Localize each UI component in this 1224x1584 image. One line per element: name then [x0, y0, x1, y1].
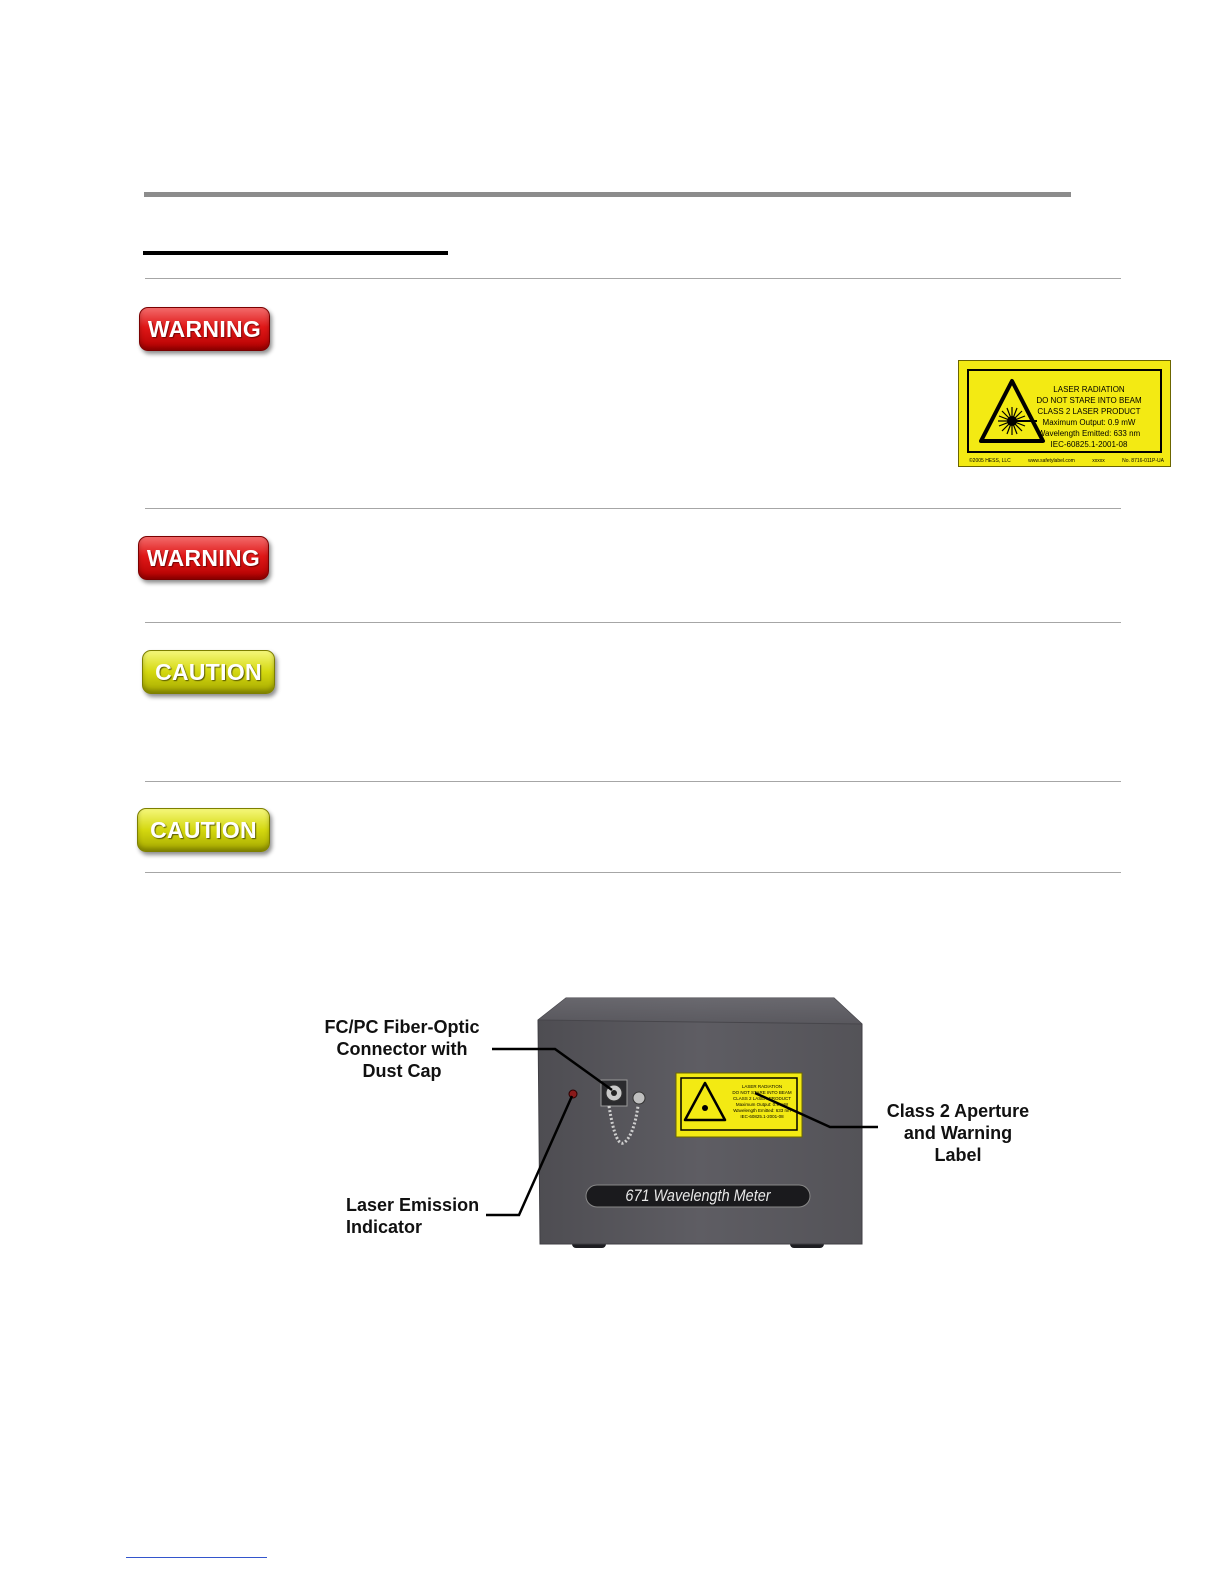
label-line: DO NOT STARE INTO BEAM: [732, 1090, 792, 1095]
label-line: LASER RADIATION: [1053, 385, 1125, 394]
separator-rule: [145, 872, 1121, 873]
device-figure: [300, 990, 1080, 1260]
callout-aperture: [878, 1100, 1038, 1166]
warning-badge: WARNING: [139, 307, 270, 351]
label-footer-text: www.safetylabel.com: [1028, 458, 1075, 464]
warning-badge: WARNING: [138, 536, 269, 580]
caution-badge: CAUTION: [142, 650, 275, 694]
label-footer-text: No. 8716-011P-UA: [1122, 458, 1164, 464]
callout-line: FC/PC Fiber-Optic: [324, 1017, 480, 1037]
label-line: Maximum Output: 0.9 mW: [1042, 418, 1136, 427]
label-line: CLASS 2 LASER PRODUCT: [732, 1096, 792, 1101]
label-line: CLASS 2 LASER PRODUCT: [1037, 407, 1141, 416]
separator-rule: [145, 508, 1121, 509]
label-line: Wavelength Emitted: 633 nm: [733, 1108, 791, 1113]
caution-badge: CAUTION: [137, 808, 270, 852]
device-nameplate: 671 Wavelength Meter: [625, 1186, 771, 1205]
callout-connector: [316, 1016, 488, 1082]
callout-line: and Warning Label: [903, 1123, 1013, 1165]
callout-line: Indicator: [346, 1217, 423, 1237]
laser-label-text: [1024, 384, 1154, 450]
separator-rule: [145, 278, 1121, 279]
laser-label-border: [967, 369, 1162, 453]
callout-line: Connector with: [336, 1039, 468, 1059]
label-line: Maximum Output: 0.9 mW: [735, 1102, 789, 1107]
laser-label-footer: [969, 458, 1164, 464]
label-footer-text: xxxxx: [1092, 458, 1105, 464]
separator-rule: [145, 781, 1121, 782]
label-footer-text: ©2005 HESS, LLC: [969, 458, 1011, 464]
device-label-text: [726, 1084, 798, 1120]
label-line: DO NOT STARE INTO BEAM: [1036, 396, 1142, 405]
label-line: IEC-60825.1-2001-08: [1050, 440, 1128, 449]
laser-warning-label: [958, 360, 1171, 467]
callout-line: Dust Cap: [362, 1061, 442, 1081]
footer-link[interactable]: [126, 1557, 267, 1558]
callout-indicator: [346, 1194, 486, 1238]
section-heading-underline: [143, 251, 448, 255]
callout-line: Class 2 Aperture: [886, 1101, 1030, 1121]
header-rule: [144, 192, 1071, 197]
label-line: Wavelength Emitted: 633 nm: [1037, 429, 1141, 438]
callout-line: Laser Emission: [346, 1195, 480, 1215]
label-line: LASER RADIATION: [741, 1084, 783, 1089]
label-line: IEC-60825.1-2001-08: [740, 1114, 784, 1119]
separator-rule: [145, 622, 1121, 623]
